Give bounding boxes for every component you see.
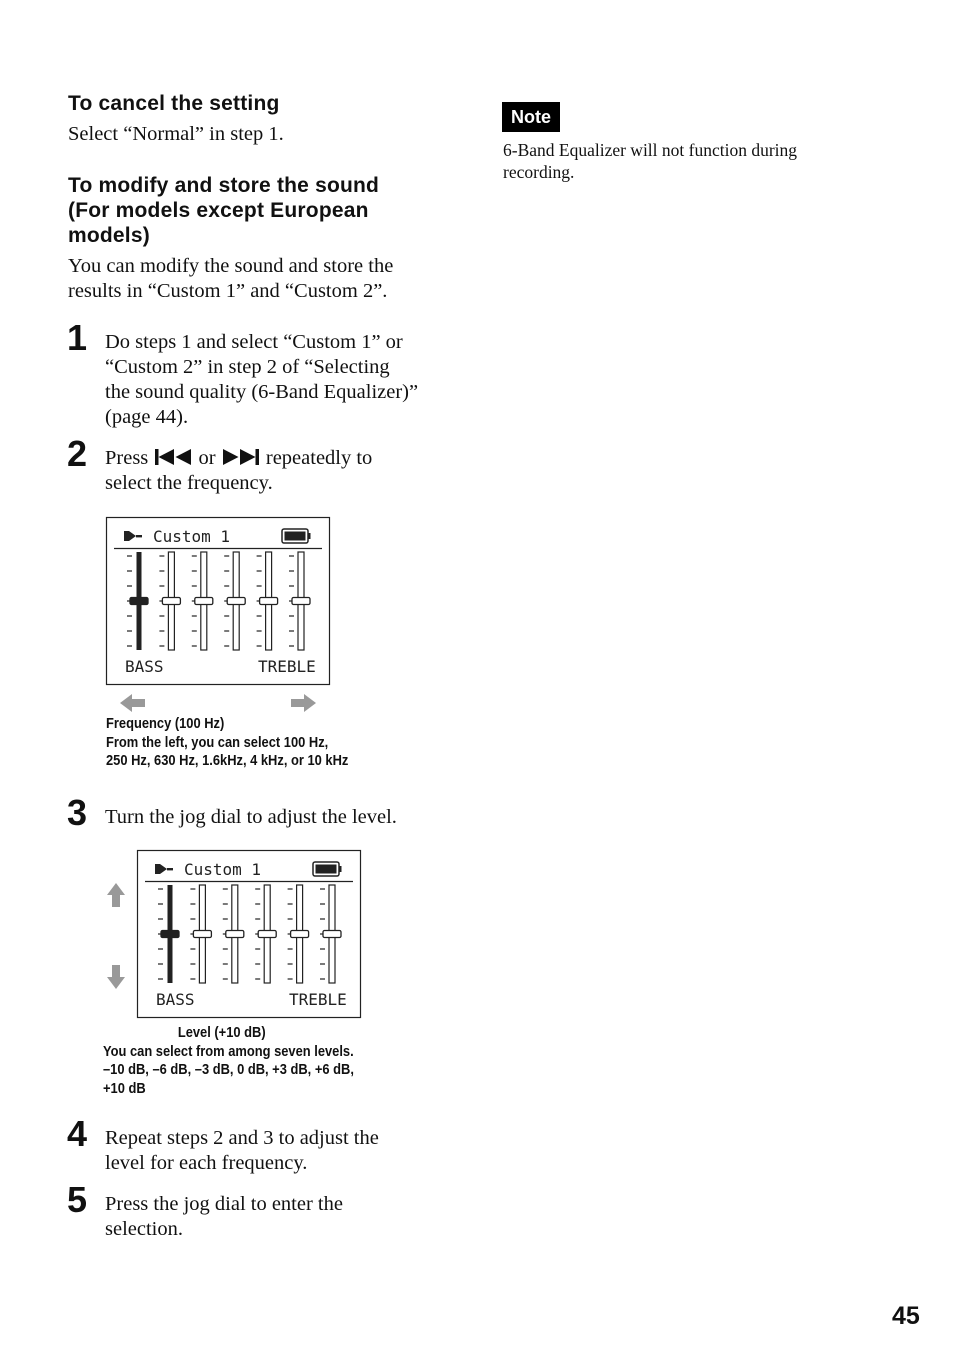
step-5-number: 5 (67, 1179, 88, 1220)
cancel-heading: To cancel the setting (68, 92, 280, 115)
next-track-icon (221, 448, 261, 466)
caption-line: –10 dB, –6 dB, –3 dB, 0 dB, +3 dB, +6 dB, (103, 1061, 354, 1078)
step-2-press: Press (105, 447, 149, 469)
step-5-line: Press the jog dial to enter the (105, 1193, 343, 1215)
bass-label: BASS (125, 657, 164, 676)
display-2-title: Custom 1 (184, 860, 262, 879)
step-2-text (105, 446, 372, 496)
treble-label: TREBLE (258, 657, 316, 676)
note-line: recording. (503, 162, 575, 182)
step-3-number: 3 (67, 792, 88, 833)
step-4-line: Repeat steps 2 and 3 to adjust the (105, 1127, 379, 1149)
step-1-line: (page 44). (105, 406, 189, 428)
display-1-title: Custom 1 (153, 527, 231, 546)
modify-heading (68, 173, 379, 248)
note-line: 6-Band Equalizer will not function during (503, 140, 798, 160)
note-badge: Note (502, 102, 560, 132)
step-4-line: level for each frequency. (105, 1152, 308, 1174)
step-3-text (105, 805, 397, 830)
equalizer-display-2 (100, 843, 370, 1023)
caption-line: +10 dB (103, 1079, 146, 1097)
caption-line: You can select from among seven levels. (103, 1042, 354, 1060)
right-arrow-icon (291, 694, 316, 712)
down-arrow-icon (107, 965, 125, 989)
step-4-text (105, 1126, 379, 1176)
display-2-caption (103, 1024, 354, 1098)
equalizer-display-1 (100, 510, 340, 720)
step-1-line: Do steps 1 and select “Custom 1” or (105, 331, 403, 353)
step-2-rest: repeatedly to (265, 447, 373, 469)
step-4-number: 4 (67, 1113, 88, 1154)
caption-line: Frequency (100 Hz) (106, 715, 225, 732)
step-1-line: the sound quality (6-Band Equalizer)” (105, 381, 419, 403)
note-text (503, 139, 797, 183)
cancel-text: Select “Normal” in step 1. (68, 123, 284, 145)
step-5-line: selection. (105, 1218, 183, 1240)
page-number: 45 (892, 1302, 920, 1330)
caption-line: Level (+10 dB) (177, 1024, 266, 1041)
modify-intro-line: You can modify the sound and store the (68, 255, 394, 277)
display-1-caption (106, 715, 348, 771)
modify-heading-line: models) (68, 224, 150, 247)
step-1-line: “Custom 2” in step 2 of “Selecting (105, 356, 390, 378)
step-3-line: Turn the jog dial to adjust the level. (105, 806, 397, 828)
left-arrow-icon (120, 694, 145, 712)
modify-heading-line: To modify and store the sound (68, 174, 380, 197)
bass-label: BASS (156, 990, 195, 1009)
up-arrow-icon (107, 883, 125, 907)
treble-label: TREBLE (289, 990, 347, 1009)
step-2-number: 2 (67, 433, 88, 474)
caption-line: 250 Hz, 630 Hz, 1.6kHz, 4 kHz, or 10 kHz (106, 752, 349, 769)
modify-intro (68, 254, 393, 304)
step-2-line: select the frequency. (105, 472, 273, 494)
step-1-number: 1 (67, 317, 88, 358)
previous-track-icon (153, 448, 193, 466)
modify-intro-line: results in “Custom 1” and “Custom 2”. (68, 280, 388, 302)
step-5-text (105, 1192, 343, 1242)
modify-heading-line: (For models except European (68, 199, 369, 222)
caption-line: From the left, you can select 100 Hz, (106, 733, 329, 751)
step-1-text (105, 330, 418, 430)
step-2-or: or (198, 447, 216, 469)
